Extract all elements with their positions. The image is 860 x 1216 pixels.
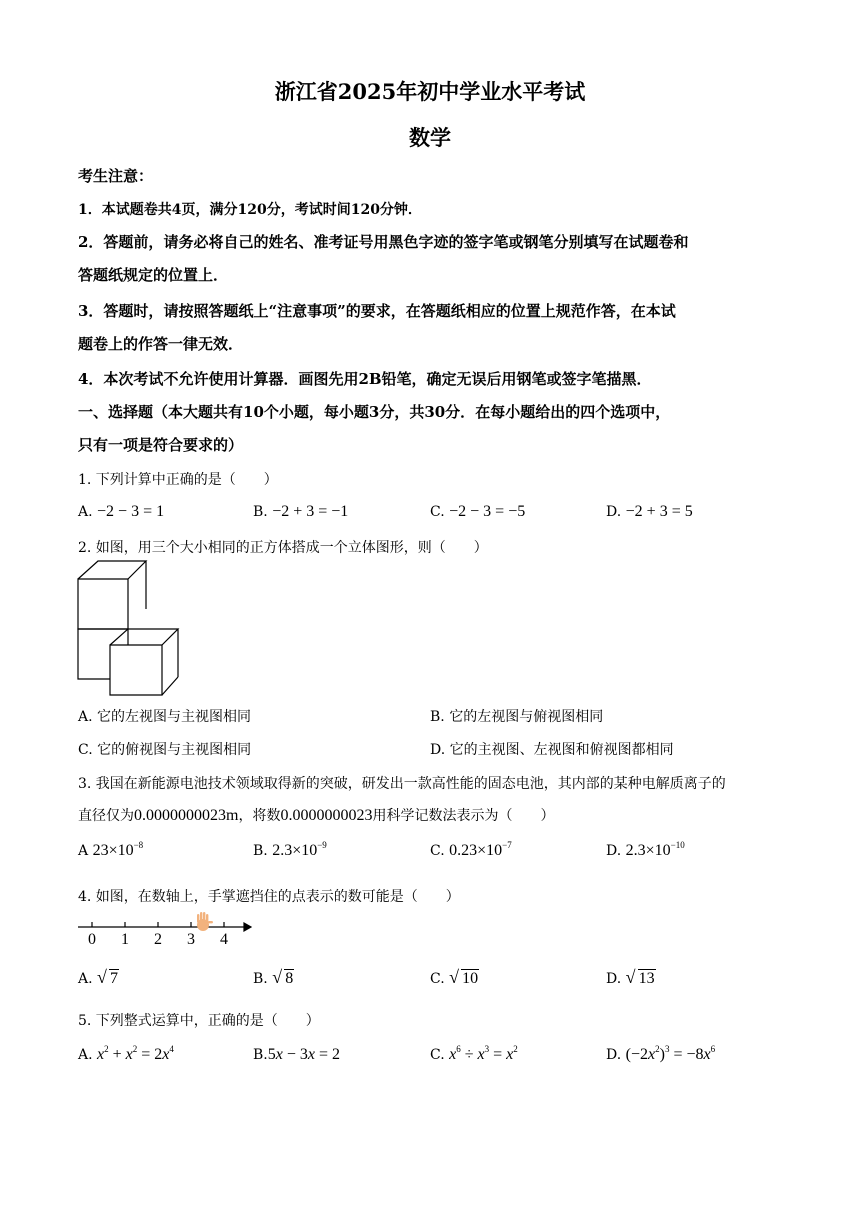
q5-option-b: B.5x − 3x = 2 [253, 1046, 341, 1063]
axis-label-4: 4 [220, 931, 228, 948]
q3-stem-line2: 直径仅为0.0000000023m，将数0.0000000023用科学记数法表示为（ ） [78, 807, 555, 824]
notice-item-4: 4．本次考试不允许使用计算器．画图先用2B铅笔，确定无误后用钢笔或签字笔描黑． [78, 370, 652, 388]
q5-option-d: D. $(-2x^2)^3 = -8x^6$ [606, 1044, 716, 1063]
notice-item-1: 1．本试题卷共4页，满分120分，考试时间120分钟． [78, 202, 422, 218]
notice-item-2: 2．答题前，请务必将自己的姓名、准考证号用黑色字迹的签字笔或钢笔分别填写在试题卷和 [78, 233, 689, 251]
axis-label-2: 2 [154, 931, 162, 948]
hand-icon [197, 912, 213, 931]
axis-label-3: 3 [187, 931, 195, 948]
section-heading: 一、选择题（本大题共有10个小题，每小题3分，共30分．在每小题给出的四个选项中， [78, 403, 671, 421]
notice-item-2-cont: 答题纸规定的位置上． [78, 266, 229, 284]
number-line-figure [76, 912, 252, 948]
q2-stem: 2. 如图，用三个大小相同的正方体搭成一个立体图形，则（ ） [78, 540, 488, 556]
notice-item-3-cont: 题卷上的作答一律无效． [78, 335, 244, 353]
q3-option-c: C. $0.23\times 10^{-7}$ [430, 840, 512, 859]
q1-option-d: D. −2 + 3 = 5 [606, 503, 693, 520]
q1-option-b: B. −2 + 3 = −1 [253, 503, 349, 520]
q3-option-d: D. $2.3\times 10^{-10}$ [606, 840, 685, 859]
section-heading-cont: 只有一项是符合要求的） [78, 436, 244, 454]
q2-option-b: B. 它的左视图与俯视图相同 [430, 709, 604, 725]
q2-option-d: D. 它的主视图、左视图和俯视图都相同 [430, 742, 674, 758]
q5-option-c: C. $x^6 \div x^3 = x^2$ [430, 1044, 518, 1063]
q4-option-c: C. √ 10 [430, 970, 479, 988]
q1-stem: 1. 下列计算中正确的是（ ） [78, 472, 278, 488]
axis-label-0: 0 [88, 931, 96, 948]
q1-option-c: C. −2 − 3 = −5 [430, 503, 526, 520]
q4-option-a: A. √ 7 [78, 970, 119, 988]
q3-option-a: A $23\times 10^{-8}$ [78, 840, 144, 859]
q2-option-a: A. 它的左视图与主视图相同 [78, 709, 252, 725]
q5-stem: 5. 下列整式运算中，正确的是（ ） [78, 1013, 320, 1029]
q4-option-b: B. √ 8 [253, 970, 294, 988]
exam-subject: 数学 [409, 125, 451, 150]
q5-option-a: A. $x^2 + x^2 = 2x^4$ [78, 1044, 174, 1063]
q3-option-b: B. $2.3\times 10^{-9}$ [253, 840, 327, 859]
exam-title: 浙江省2025年初中学业水平考试 [274, 79, 586, 104]
q2-option-c: C. 它的俯视图与主视图相同 [78, 742, 252, 758]
q4-option-d: D. √ 13 [606, 970, 656, 988]
notice-heading: 考生注意： [78, 167, 154, 185]
q1-option-a: A. −2 − 3 = 1 [78, 503, 165, 520]
axis-label-1: 1 [121, 931, 129, 948]
q4-stem: 4. 如图，在数轴上，手掌遮挡住的点表示的数可能是（ ） [78, 889, 460, 905]
q3-stem-line1: 3. 我国在新能源电池技术领域取得新的突破，研发出一款高性能的固态电池，其内部的某种电解质离子的 [78, 776, 726, 792]
cube-stack-figure [76, 559, 182, 699]
notice-item-3: 3．答题时，请按照答题纸上“注意事项”的要求，在答题纸相应的位置上规范作答，在本试 [78, 302, 676, 320]
